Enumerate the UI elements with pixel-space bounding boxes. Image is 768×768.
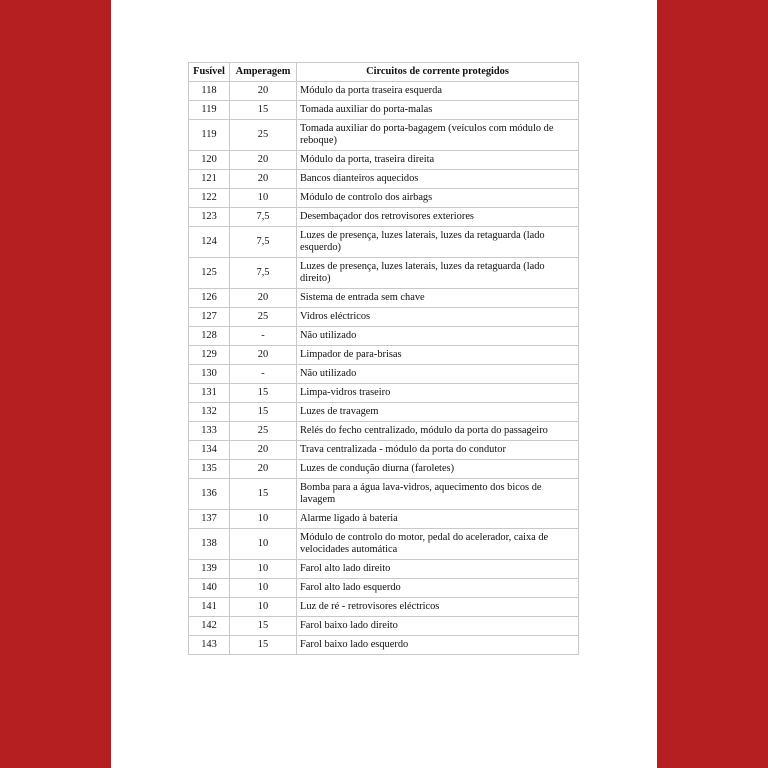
- cell-amperage: 20: [230, 82, 297, 101]
- header-fuse: Fusível: [189, 63, 230, 82]
- cell-fuse: 121: [189, 170, 230, 189]
- cell-amperage: 10: [230, 598, 297, 617]
- cell-fuse: 135: [189, 460, 230, 479]
- cell-amperage: 20: [230, 460, 297, 479]
- cell-amperage: 7,5: [230, 227, 297, 258]
- table-row: [189, 258, 579, 289]
- cell-circuits: Tomada auxiliar do porta-bagagem (veículos com módulo de reboque): [297, 120, 579, 151]
- cell-fuse: 125: [189, 258, 230, 289]
- cell-circuits: Tomada auxiliar do porta-malas: [297, 101, 579, 120]
- cell-circuits: Luzes de travagem: [297, 403, 579, 422]
- table-row: [189, 82, 579, 101]
- cell-amperage: 20: [230, 441, 297, 460]
- cell-amperage: 20: [230, 151, 297, 170]
- cell-circuits: Alarme ligado à bateria: [297, 510, 579, 529]
- cell-circuits: Limpador de para-brisas: [297, 346, 579, 365]
- fuse-table: [188, 62, 579, 655]
- cell-fuse: 126: [189, 289, 230, 308]
- cell-fuse: 143: [189, 636, 230, 655]
- table-row: [189, 308, 579, 327]
- cell-amperage: 15: [230, 636, 297, 655]
- cell-fuse: 124: [189, 227, 230, 258]
- cell-amperage: 10: [230, 189, 297, 208]
- cell-fuse: 138: [189, 529, 230, 560]
- cell-circuits: Luzes de presença, luzes laterais, luzes da retaguarda (lado esquerdo): [297, 227, 579, 258]
- table-row: [189, 170, 579, 189]
- table-row: [189, 510, 579, 529]
- table-row: [189, 403, 579, 422]
- cell-circuits: Limpa-vidros traseiro: [297, 384, 579, 403]
- cell-fuse: 131: [189, 384, 230, 403]
- cell-amperage: 15: [230, 617, 297, 636]
- cell-fuse: 134: [189, 441, 230, 460]
- cell-fuse: 128: [189, 327, 230, 346]
- cell-circuits: Módulo da porta traseira esquerda: [297, 82, 579, 101]
- table-body: [189, 82, 579, 655]
- cell-amperage: 15: [230, 403, 297, 422]
- table-row: [189, 120, 579, 151]
- table-row: [189, 384, 579, 403]
- cell-fuse: 123: [189, 208, 230, 227]
- cell-circuits: Não utilizado: [297, 327, 579, 346]
- table-row: [189, 529, 579, 560]
- cell-amperage: 10: [230, 529, 297, 560]
- header-circuits: Circuitos de corrente protegidos: [297, 63, 579, 82]
- cell-fuse: 118: [189, 82, 230, 101]
- cell-amperage: 20: [230, 170, 297, 189]
- cell-circuits: Luzes de presença, luzes laterais, luzes da retaguarda (lado direito): [297, 258, 579, 289]
- cell-fuse: 133: [189, 422, 230, 441]
- cell-amperage: 10: [230, 560, 297, 579]
- document-page: [111, 0, 657, 768]
- table-header-row: [189, 63, 579, 82]
- cell-circuits: Módulo da porta, traseira direita: [297, 151, 579, 170]
- cell-amperage: 15: [230, 479, 297, 510]
- cell-fuse: 127: [189, 308, 230, 327]
- table-row: [189, 460, 579, 479]
- cell-amperage: -: [230, 365, 297, 384]
- cell-circuits: Farol alto lado esquerdo: [297, 579, 579, 598]
- table-row: [189, 151, 579, 170]
- cell-amperage: 10: [230, 579, 297, 598]
- cell-amperage: 25: [230, 422, 297, 441]
- cell-fuse: 129: [189, 346, 230, 365]
- cell-circuits: Farol alto lado direito: [297, 560, 579, 579]
- cell-circuits: Não utilizado: [297, 365, 579, 384]
- table-row: [189, 560, 579, 579]
- cell-amperage: 7,5: [230, 208, 297, 227]
- cell-fuse: 140: [189, 579, 230, 598]
- cell-circuits: Farol baixo lado esquerdo: [297, 636, 579, 655]
- cell-circuits: Desembaçador dos retrovisores exteriores: [297, 208, 579, 227]
- table-row: [189, 208, 579, 227]
- table-row: [189, 422, 579, 441]
- table-row: [189, 365, 579, 384]
- table-row: [189, 189, 579, 208]
- cell-fuse: 132: [189, 403, 230, 422]
- table-row: [189, 598, 579, 617]
- table-row: [189, 327, 579, 346]
- cell-amperage: 10: [230, 510, 297, 529]
- cell-amperage: 25: [230, 308, 297, 327]
- table-row: [189, 289, 579, 308]
- cell-fuse: 141: [189, 598, 230, 617]
- table-row: [189, 101, 579, 120]
- cell-circuits: Bancos dianteiros aquecidos: [297, 170, 579, 189]
- cell-amperage: 15: [230, 384, 297, 403]
- header-amperage: Amperagem: [230, 63, 297, 82]
- cell-circuits: Farol baixo lado direito: [297, 617, 579, 636]
- cell-amperage: 20: [230, 289, 297, 308]
- cell-amperage: 7,5: [230, 258, 297, 289]
- cell-amperage: 20: [230, 346, 297, 365]
- cell-fuse: 139: [189, 560, 230, 579]
- table-row: [189, 227, 579, 258]
- cell-circuits: Sistema de entrada sem chave: [297, 289, 579, 308]
- cell-circuits: Luzes de condução diurna (faroletes): [297, 460, 579, 479]
- cell-circuits: Módulo de controlo dos airbags: [297, 189, 579, 208]
- cell-circuits: Bomba para a água lava-vidros, aquecimento dos bicos de lavagem: [297, 479, 579, 510]
- table-row: [189, 346, 579, 365]
- table-row: [189, 617, 579, 636]
- cell-circuits: Relés do fecho centralizado, módulo da porta do passageiro: [297, 422, 579, 441]
- cell-fuse: 119: [189, 120, 230, 151]
- cell-fuse: 142: [189, 617, 230, 636]
- cell-circuits: Luz de ré - retrovisores eléctricos: [297, 598, 579, 617]
- cell-fuse: 137: [189, 510, 230, 529]
- cell-fuse: 119: [189, 101, 230, 120]
- cell-fuse: 120: [189, 151, 230, 170]
- cell-amperage: -: [230, 327, 297, 346]
- cell-circuits: Vidros eléctricos: [297, 308, 579, 327]
- cell-amperage: 25: [230, 120, 297, 151]
- cell-circuits: Trava centralizada - módulo da porta do condutor: [297, 441, 579, 460]
- cell-circuits: Módulo de controlo do motor, pedal do acelerador, caixa de velocidades automática: [297, 529, 579, 560]
- cell-fuse: 136: [189, 479, 230, 510]
- cell-fuse: 130: [189, 365, 230, 384]
- cell-amperage: 15: [230, 101, 297, 120]
- table-row: [189, 579, 579, 598]
- table-row: [189, 636, 579, 655]
- cell-fuse: 122: [189, 189, 230, 208]
- table-row: [189, 441, 579, 460]
- table-row: [189, 479, 579, 510]
